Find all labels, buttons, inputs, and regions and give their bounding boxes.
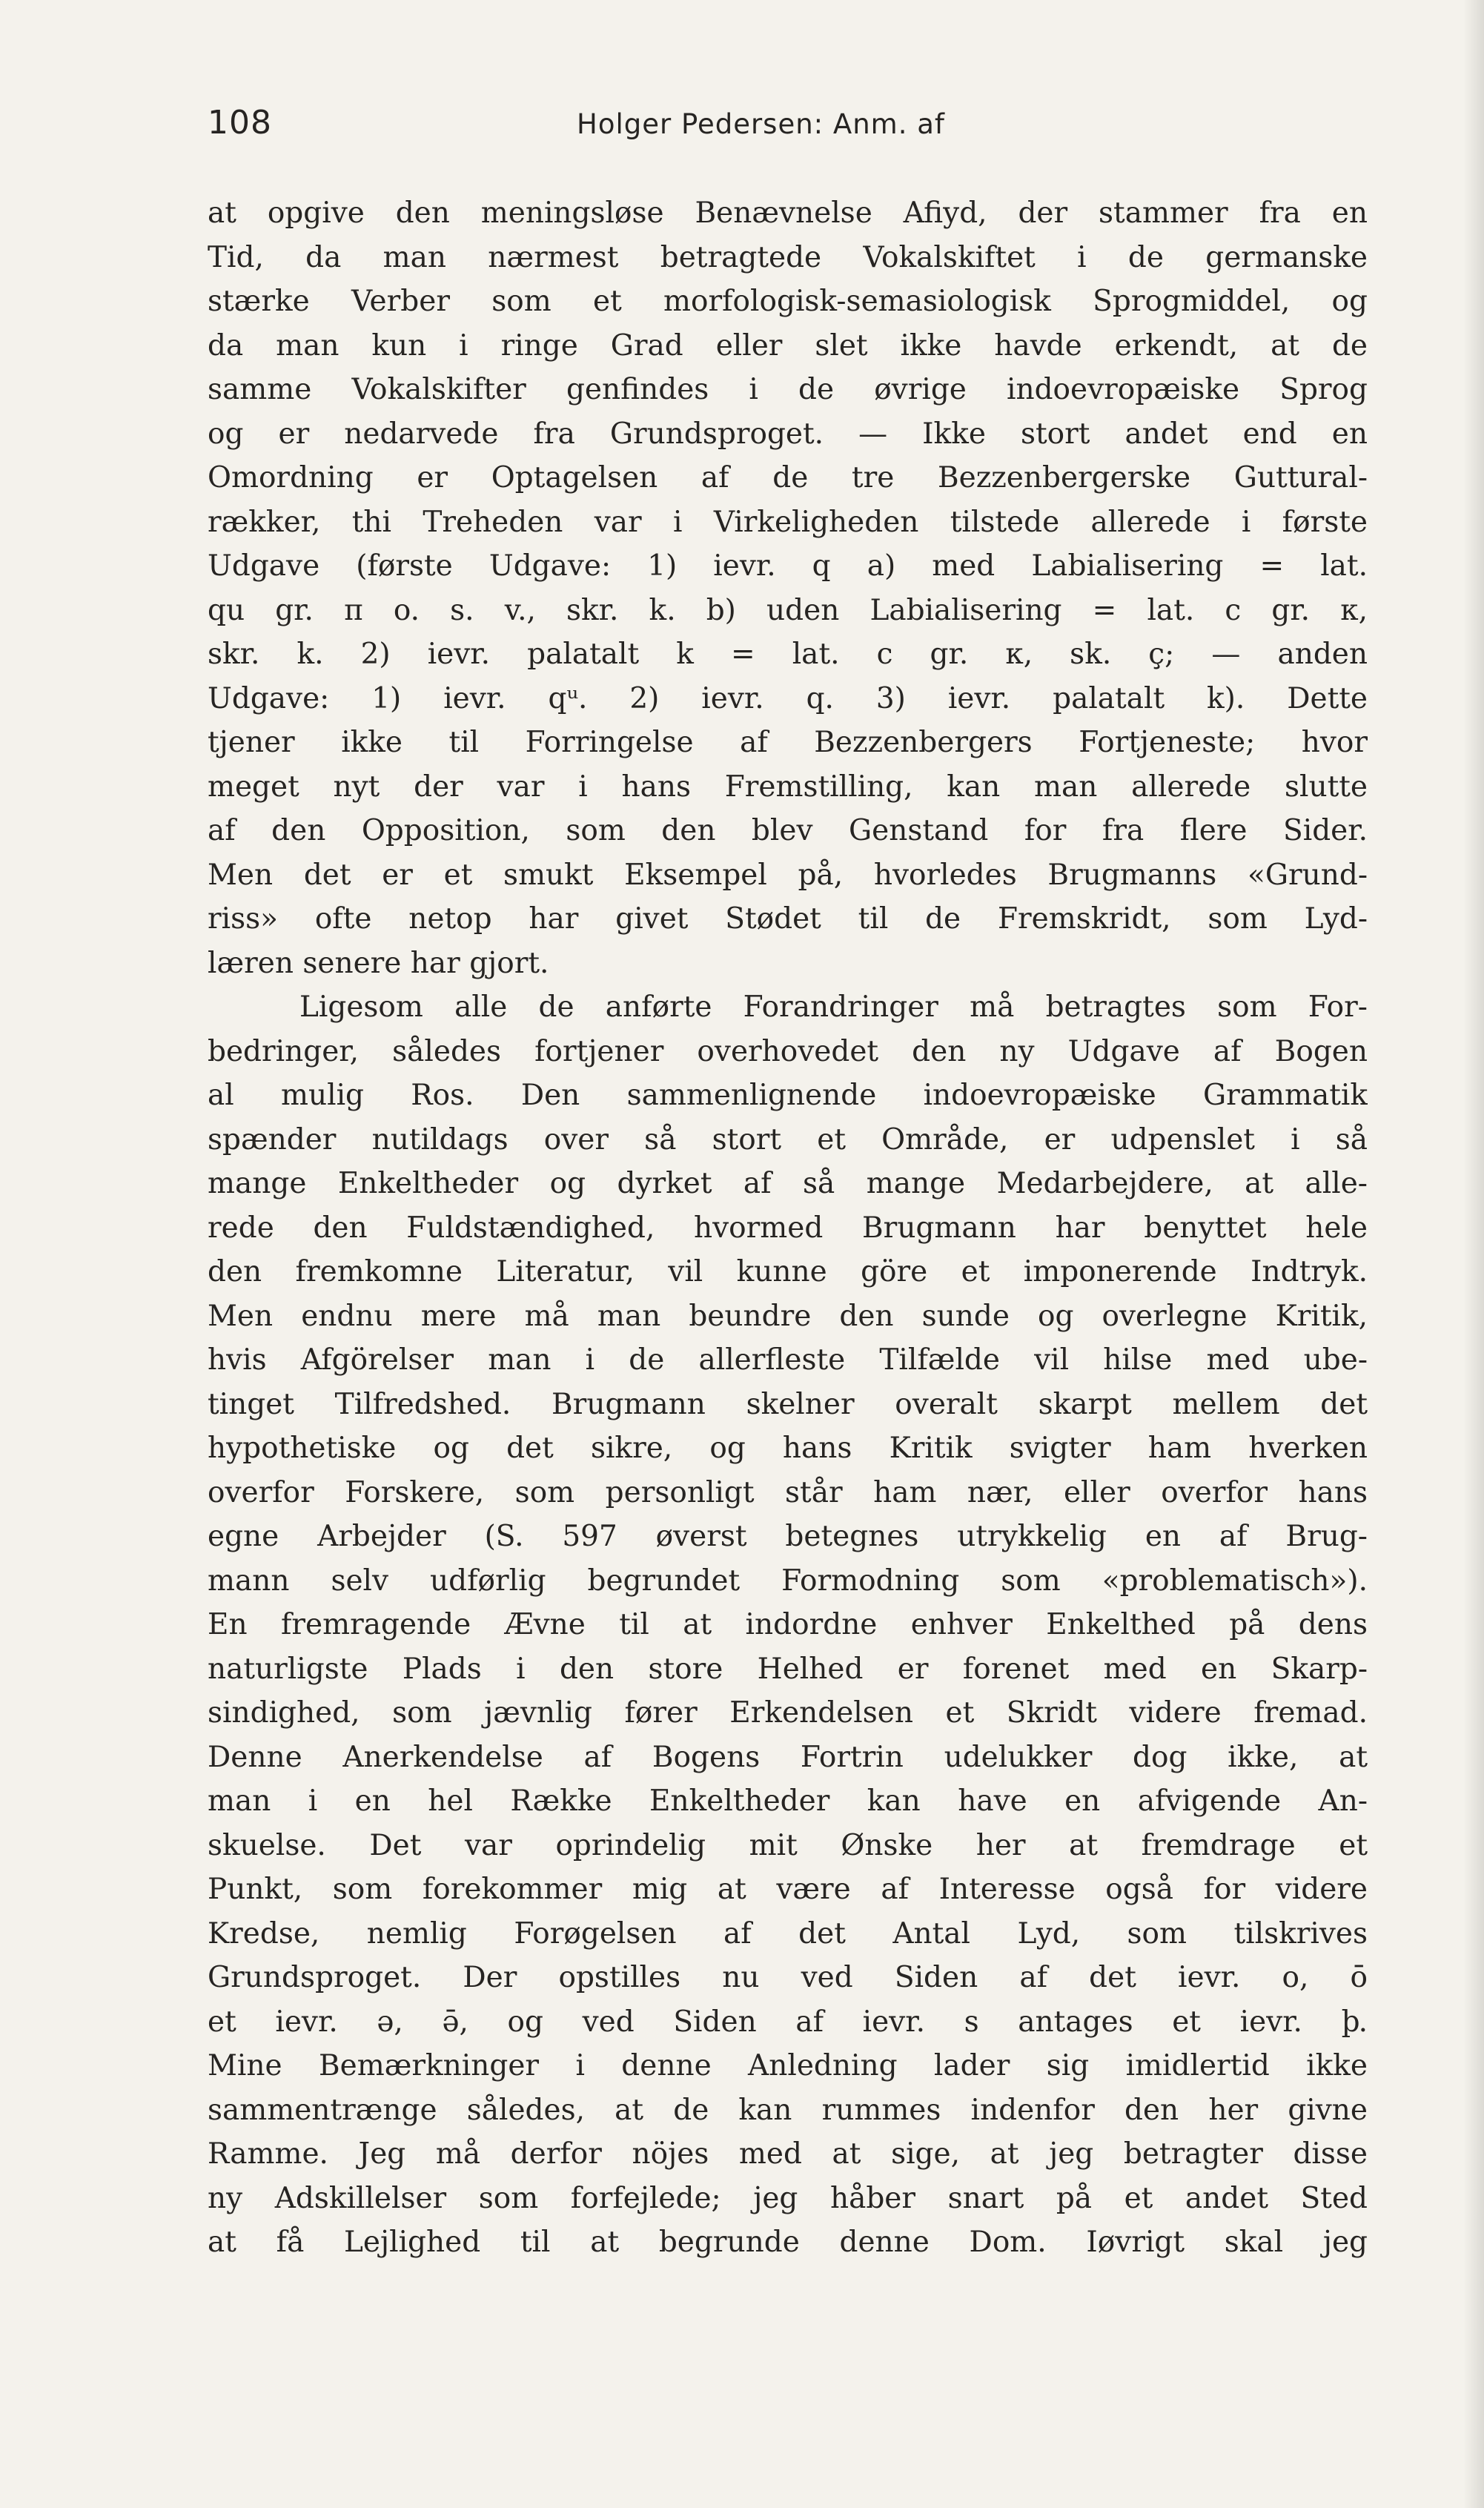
text-line: spænder nutildags over så stort et Område, er udpenslet i så [208, 1122, 1368, 1157]
text-line: at få Lejlighed til at begrunde denne Dom. Iøvrigt skal jeg [208, 2226, 1368, 2259]
text-line: meget nyt der var i hans Fremstilling, kan man allerede slutte [208, 770, 1368, 804]
text-line: En fremragende Ævne til at indordne enhver Enkelthed på dens [208, 1608, 1368, 1641]
running-head: Holger Pedersen: Anm. af [577, 108, 945, 140]
text-line: rækker, thi Treheden var i Virkeligheden tilstede allerede i første [208, 505, 1368, 539]
text-line: samme Vokalskifter genfindes i de øvrige indoevropæiske Sprog [208, 373, 1368, 406]
text-line: ny Adskillelser som forfejlede; jeg håber snart på et andet Sted [208, 2181, 1368, 2215]
text-line: et ievr. ə, ə̄, og ved Siden af ievr. s antages et ievr. þ. [208, 2005, 1368, 2039]
text-line: qu gr. π o. s. v., skr. k. b) uden Labialisering = lat. c gr. κ, [208, 593, 1368, 627]
text-line: da man kun i ringe Grad eller slet ikke havde erkendt, at de [208, 328, 1368, 363]
text-line: hypothetiske og det sikre, og hans Kritik svigter ham hverken [208, 1432, 1368, 1465]
text-line: at opgive den meningsløse Benævnelse Afiyd, der stammer fra en [208, 196, 1368, 230]
text-line: Ligesom alle de anførte Forandringer må betragtes som For- [299, 990, 1368, 1024]
text-line: den fremkomne Literatur, vil kunne göre et imponerende Indtryk. [208, 1255, 1368, 1288]
text-line: egne Arbejder (S. 597 øverst betegnes utrykkelig en af Brug- [208, 1520, 1368, 1553]
text-line: skuelse. Det var oprindelig mit Ønske her at fremdrage et [208, 1828, 1368, 1862]
text-line: skr. k. 2) ievr. palatalt k = lat. c gr. κ, sk. ç; — anden [208, 638, 1368, 671]
text-line: Udgave (første Udgave: 1) ievr. q a) med Labialisering = lat. [208, 549, 1368, 583]
text-line: man i en hel Række Enkeltheder kan have en afvigende An- [208, 1784, 1368, 1818]
text-line: naturligste Plads i den store Helhed er forenet med en Skarp- [208, 1652, 1368, 1686]
text-line: hvis Afgörelser man i de allerfleste Tilfælde vil hilse med ube- [208, 1343, 1368, 1377]
text-line: sammentrænge således, at de kan rummes indenfor den her givne [208, 2093, 1368, 2127]
text-line: Men det er et smukt Eksempel på, hvorledes Brugmanns «Grund- [208, 858, 1368, 892]
text-line: Punkt, som forekommer mig at være af Interesse også for videre [208, 1873, 1368, 1906]
page-edge-shadow [1463, 0, 1484, 2508]
text-line: Denne Anerkendelse af Bogens Fortrin udelukker dog ikke, at [208, 1740, 1368, 1774]
body-text [208, 191, 1368, 2265]
text-line: Udgave: 1) ievr. qᵘ. 2) ievr. q. 3) ievr. palatalt k). Dette [208, 681, 1368, 715]
text-line: og er nedarvede fra Grundsproget. — Ikke stort andet end en [208, 417, 1368, 451]
text-line: tjener ikke til Forringelse af Bezzenbergers Fortjeneste; hvor [208, 726, 1368, 759]
text-line: al mulig Ros. Den sammenlignende indoevropæiske Grammatik [208, 1079, 1368, 1112]
text-line: Tid, da man nærmest betragtede Vokalskiftet i de germanske [208, 240, 1368, 274]
text-line: sindighed, som jævnlig fører Erkendelsen et Skridt videre fremad. [208, 1696, 1368, 1730]
text-line: Mine Bemærkninger i denne Anledning lader sig imidlertid ikke [208, 2049, 1368, 2082]
page-header [208, 101, 1364, 153]
text-line: af den Opposition, som den blev Genstand for fra flere Sider. [208, 814, 1368, 847]
text-line: Men endnu mere må man beundre den sunde og overlegne Kritik, [208, 1299, 1368, 1333]
text-line: tinget Tilfredshed. Brugmann skelner overalt skarpt mellem det [208, 1387, 1368, 1421]
text-line: mann selv udførlig begrundet Formodning som «problematisch»). [208, 1564, 1368, 1598]
text-line: rede den Fuldstændighed, hvormed Brugmann har benyttet hele [208, 1211, 1368, 1245]
text-line: læren senere har gjort. [208, 946, 549, 980]
text-line: Ramme. Jeg må derfor nöjes med at sige, at jeg betragter disse [208, 2137, 1368, 2171]
text-line: mange Enkeltheder og dyrket af så mange Medarbejdere, at alle- [208, 1167, 1368, 1200]
text-line: bedringer, således fortjener overhovedet den ny Udgave af Bogen [208, 1034, 1368, 1068]
text-line: Omordning er Optagelsen af de tre Bezzenbergerske Guttural- [208, 461, 1368, 494]
text-line: stærke Verber som et morfologisk-semasiologisk Sprogmiddel, og [208, 285, 1368, 318]
page-number: 108 [208, 104, 272, 142]
text-line: Grundsproget. Der opstilles nu ved Siden af det ievr. o, ō [208, 1961, 1368, 1994]
text-line: overfor Forskere, som personligt står ham nær, eller overfor hans [208, 1475, 1368, 1509]
text-line: riss» ofte netop har givet Stødet til de Fremskridt, som Lyd- [208, 902, 1368, 936]
text-line: Kredse, nemlig Forøgelsen af det Antal Lyd, som tilskrives [208, 1916, 1368, 1951]
